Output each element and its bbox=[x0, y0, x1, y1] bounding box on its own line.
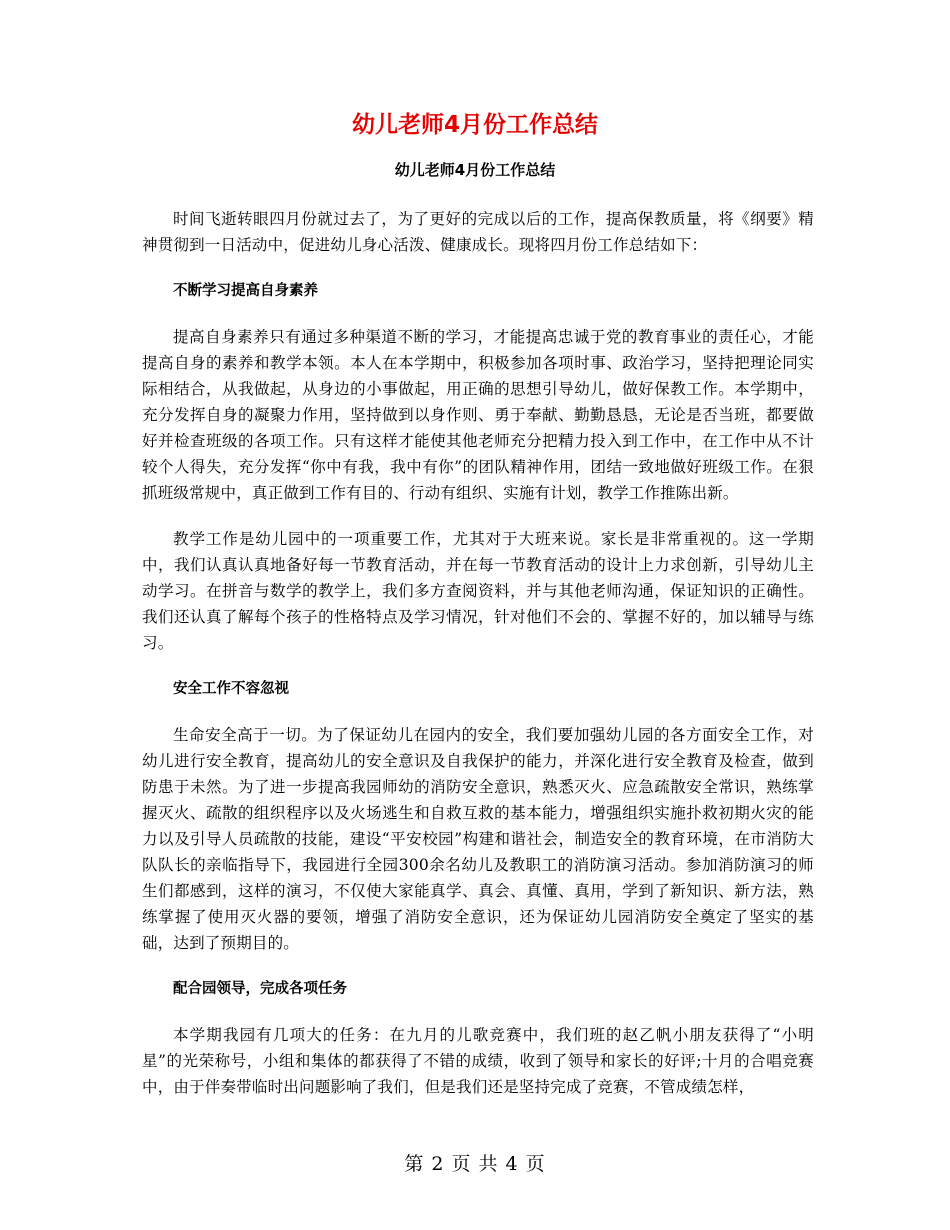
section-heading: 安全工作不容忽视 bbox=[173, 681, 289, 697]
document-subtitle: 幼儿老师4月份工作总结 bbox=[394, 161, 556, 179]
section-heading: 不断学习提高自身素养 bbox=[173, 283, 318, 299]
intro-paragraph: 时间飞逝转眼四月份就过去了，为了更好的完成以后的工作，提高保教质量，将《纲要》精神贯彻到一日活动中，促进幼儿身心活泼、健康成长。现将四月份工作总结如下： bbox=[142, 210, 814, 254]
section-heading: 配合园领导，完成各项任务 bbox=[173, 981, 347, 997]
section-paragraph: 生命安全高于一切。为了保证幼儿在园内的安全，我们要加强幼儿园的各方面安全工作，对幼儿进行安全教育，提高幼儿的安全意识及自我保护的能力，并深化进行安全教育及检查，做到防患于未然。为了进一步提高我园师幼的消防安全意识，熟悉灭火、应急疏散安全常识，熟练掌握灭火、疏散的组织程序以及火场逃生和自救互救的基本能力，增强组织实施扑救初期火灾的能力以及引导人员疏散的技能，建设“平安校园”构建和谐社会，制造安全的教育环境，在市消防大队队长的亲临指导下，我园进行全园300余名幼儿及教职工的消防演习活动。参加消防演习的师生们都感到，这样的演习，不仅使大家能真学、真会、真懂、真用，学到了新知识、新方法，熟练掌握了使用灭火器的要领，增强了消防安全意识，还为保证幼儿园消防安全奠定了坚实的基础，达到了预期目的。 bbox=[142, 726, 814, 952]
section-paragraph: 本学期我园有几项大的任务：在九月的儿歌竞赛中，我们班的赵乙帆小朋友获得了“小明星”的光荣称号，小组和集体的都获得了不错的成绩，收到了领导和家长的好评;十月的合唱竞赛中，由于伴奏带临时出问题影响了我们，但是我们还是坚持完成了竞赛，不管成绩怎样， bbox=[142, 1026, 814, 1096]
document-title: 幼儿老师4月份工作总结 bbox=[351, 112, 598, 138]
section-safety bbox=[142, 676, 814, 956]
section-study bbox=[142, 278, 814, 656]
section-paragraph: 提高自身素养只有通过多种渠道不断的学习，才能提高忠诚于党的教育事业的责任心，才能提高自身的素养和教学本领。本人在本学期中，积极参加各项时事、政治学习，坚持把理论同实际相结合，从我做起，从身边的小事做起，用正确的思想引导幼儿，做好保教工作。本学期中，充分发挥自身的凝聚力作用，坚持做到以身作则、勇于奉献、勤勤恳恳，无论是否当班，都要做好并检查班级的各项工作。只有这样才能使其他老师充分把精力投入到工作中，在工作中从不计较个人得失，充分发挥“你中有我，我中有你”的团队精神作用，团结一致地做好班级工作。在狠抓班级常规中，真正做到工作有目的、行动有组织、实施有计划，教学工作推陈出新。 bbox=[142, 328, 814, 502]
document-body bbox=[142, 206, 814, 1120]
section-tasks bbox=[142, 976, 814, 1100]
section-paragraph: 教学工作是幼儿园中的一项重要工作，尤其对于大班来说。家长是非常重视的。这一学期中，我们认真认真地备好每一节教育活动，并在每一节教育活动的设计上力求创新，引导幼儿主动学习。在拼音与数学的教学上，我们多方查阅资料，并与其他老师沟通，保证知识的正确性。我们还认真了解每个孩子的性格特点及学习情况，针对他们不会的、掌握不好的，加以辅导与练习。 bbox=[142, 530, 814, 652]
page-indicator: 第 2 页 共 4 页 bbox=[404, 1153, 546, 1175]
